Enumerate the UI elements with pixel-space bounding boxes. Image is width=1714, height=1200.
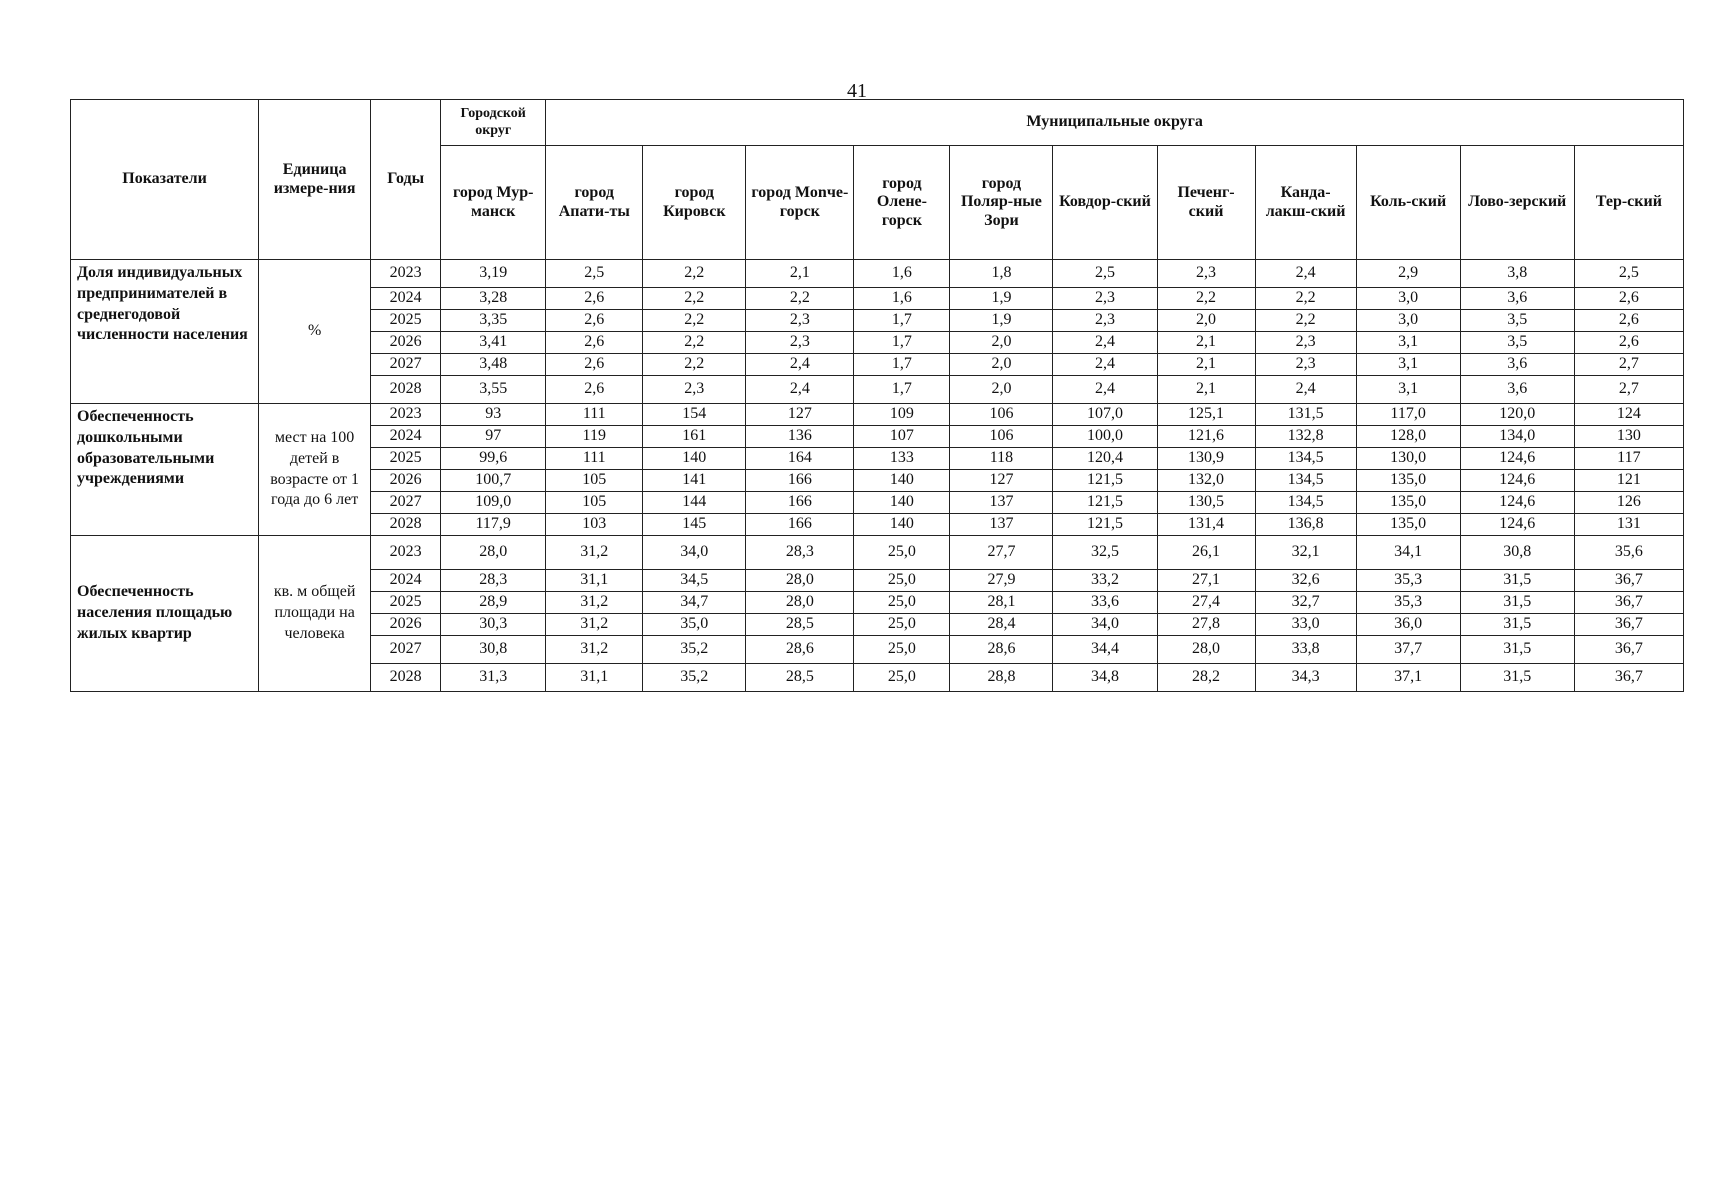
value-cell: 2,2 (1255, 310, 1356, 332)
value-cell: 117,9 (441, 514, 546, 536)
value-cell: 154 (643, 404, 746, 426)
value-cell: 2,5 (546, 260, 643, 288)
value-cell: 2,3 (1157, 260, 1255, 288)
value-cell: 34,8 (1053, 664, 1157, 692)
value-cell: 2,7 (1574, 376, 1683, 404)
value-cell: 3,55 (441, 376, 546, 404)
value-cell: 166 (746, 470, 854, 492)
value-cell: 28,0 (746, 570, 854, 592)
value-cell: 31,5 (1460, 570, 1574, 592)
value-cell: 36,7 (1574, 614, 1683, 636)
value-cell: 34,1 (1356, 536, 1460, 570)
column-header: город Апати-ты (546, 146, 643, 260)
value-cell: 121,6 (1157, 426, 1255, 448)
value-cell: 106 (950, 426, 1053, 448)
value-cell: 1,7 (854, 376, 950, 404)
year-cell: 2027 (371, 636, 441, 664)
value-cell: 33,2 (1053, 570, 1157, 592)
value-cell: 2,4 (1053, 332, 1157, 354)
year-cell: 2028 (371, 514, 441, 536)
value-cell: 26,1 (1157, 536, 1255, 570)
value-cell: 2,5 (1053, 260, 1157, 288)
value-cell: 130,9 (1157, 448, 1255, 470)
value-cell: 2,6 (1574, 332, 1683, 354)
value-cell: 35,0 (643, 614, 746, 636)
value-cell: 106 (950, 404, 1053, 426)
year-cell: 2027 (371, 492, 441, 514)
value-cell: 161 (643, 426, 746, 448)
value-cell: 121 (1574, 470, 1683, 492)
unit-cell: мест на 100 детей в возрасте от 1 года до 6 лет (259, 404, 371, 536)
value-cell: 32,5 (1053, 536, 1157, 570)
table-row (71, 536, 1684, 570)
value-cell: 130,5 (1157, 492, 1255, 514)
value-cell: 121,5 (1053, 470, 1157, 492)
value-cell: 97 (441, 426, 546, 448)
value-cell: 1,9 (950, 310, 1053, 332)
value-cell: 35,6 (1574, 536, 1683, 570)
value-cell: 2,6 (546, 288, 643, 310)
value-cell: 27,4 (1157, 592, 1255, 614)
value-cell: 2,9 (1356, 260, 1460, 288)
value-cell: 3,48 (441, 354, 546, 376)
value-cell: 25,0 (854, 636, 950, 664)
value-cell: 109 (854, 404, 950, 426)
value-cell: 31,5 (1460, 636, 1574, 664)
year-cell: 2023 (371, 536, 441, 570)
value-cell: 2,6 (546, 354, 643, 376)
value-cell: 2,2 (643, 310, 746, 332)
value-cell: 2,2 (746, 288, 854, 310)
value-cell: 36,7 (1574, 570, 1683, 592)
value-cell: 132,0 (1157, 470, 1255, 492)
column-header: город Мур-манск (441, 146, 546, 260)
value-cell: 34,0 (1053, 614, 1157, 636)
value-cell: 28,1 (950, 592, 1053, 614)
value-cell: 164 (746, 448, 854, 470)
value-cell: 134,5 (1255, 492, 1356, 514)
value-cell: 131,5 (1255, 404, 1356, 426)
value-cell: 28,3 (746, 536, 854, 570)
header-indicator: Показатели (71, 100, 259, 260)
value-cell: 2,3 (1255, 354, 1356, 376)
value-cell: 121,5 (1053, 492, 1157, 514)
indicators-table (70, 99, 1684, 692)
year-cell: 2025 (371, 310, 441, 332)
value-cell: 2,3 (1053, 288, 1157, 310)
value-cell: 34,7 (643, 592, 746, 614)
value-cell: 36,7 (1574, 664, 1683, 692)
value-cell: 36,7 (1574, 592, 1683, 614)
value-cell: 27,1 (1157, 570, 1255, 592)
value-cell: 3,5 (1460, 310, 1574, 332)
value-cell: 121,5 (1053, 514, 1157, 536)
value-cell: 2,2 (1157, 288, 1255, 310)
value-cell: 131,4 (1157, 514, 1255, 536)
value-cell: 107 (854, 426, 950, 448)
value-cell: 1,7 (854, 354, 950, 376)
value-cell: 37,7 (1356, 636, 1460, 664)
value-cell: 1,7 (854, 310, 950, 332)
column-header: Лово-зерский (1460, 146, 1574, 260)
column-header: Печенг-ский (1157, 146, 1255, 260)
value-cell: 2,3 (643, 376, 746, 404)
value-cell: 127 (746, 404, 854, 426)
value-cell: 2,0 (950, 332, 1053, 354)
value-cell: 34,5 (643, 570, 746, 592)
value-cell: 140 (854, 492, 950, 514)
value-cell: 136 (746, 426, 854, 448)
value-cell: 2,1 (1157, 376, 1255, 404)
value-cell: 93 (441, 404, 546, 426)
value-cell: 3,5 (1460, 332, 1574, 354)
year-cell: 2025 (371, 448, 441, 470)
year-cell: 2027 (371, 354, 441, 376)
value-cell: 31,5 (1460, 664, 1574, 692)
value-cell: 124 (1574, 404, 1683, 426)
value-cell: 1,6 (854, 288, 950, 310)
value-cell: 127 (950, 470, 1053, 492)
value-cell: 3,1 (1356, 354, 1460, 376)
value-cell: 28,2 (1157, 664, 1255, 692)
value-cell: 32,6 (1255, 570, 1356, 592)
value-cell: 134,5 (1255, 448, 1356, 470)
value-cell: 135,0 (1356, 470, 1460, 492)
year-cell: 2024 (371, 426, 441, 448)
value-cell: 2,1 (1157, 332, 1255, 354)
value-cell: 111 (546, 404, 643, 426)
value-cell: 25,0 (854, 664, 950, 692)
value-cell: 145 (643, 514, 746, 536)
value-cell: 2,2 (643, 354, 746, 376)
column-header: Ковдор-ский (1053, 146, 1157, 260)
indicator-name: Доля индивидуальных предпринимателей в среднегодовой численности населения (71, 260, 259, 404)
value-cell: 140 (854, 470, 950, 492)
value-cell: 25,0 (854, 536, 950, 570)
value-cell: 35,3 (1356, 592, 1460, 614)
value-cell: 2,0 (1157, 310, 1255, 332)
value-cell: 28,8 (950, 664, 1053, 692)
value-cell: 33,6 (1053, 592, 1157, 614)
value-cell: 2,4 (1255, 376, 1356, 404)
value-cell: 100,7 (441, 470, 546, 492)
column-header: Тер-ский (1574, 146, 1683, 260)
value-cell: 30,3 (441, 614, 546, 636)
year-cell: 2026 (371, 332, 441, 354)
value-cell: 28,0 (1157, 636, 1255, 664)
column-header: Канда-лакш-ский (1255, 146, 1356, 260)
value-cell: 32,1 (1255, 536, 1356, 570)
value-cell: 124,6 (1460, 492, 1574, 514)
value-cell: 2,1 (1157, 354, 1255, 376)
value-cell: 103 (546, 514, 643, 536)
value-cell: 2,4 (746, 354, 854, 376)
value-cell: 31,5 (1460, 592, 1574, 614)
column-header: город Поляр-ные Зори (950, 146, 1053, 260)
value-cell: 144 (643, 492, 746, 514)
value-cell: 137 (950, 514, 1053, 536)
value-cell: 25,0 (854, 614, 950, 636)
indicators-table-container (70, 99, 1684, 692)
value-cell: 1,9 (950, 288, 1053, 310)
value-cell: 35,3 (1356, 570, 1460, 592)
value-cell: 2,2 (643, 332, 746, 354)
value-cell: 166 (746, 514, 854, 536)
value-cell: 137 (950, 492, 1053, 514)
value-cell: 34,0 (643, 536, 746, 570)
unit-cell: кв. м общей площади на человека (259, 536, 371, 692)
value-cell: 2,3 (746, 332, 854, 354)
year-cell: 2023 (371, 260, 441, 288)
value-cell: 125,1 (1157, 404, 1255, 426)
value-cell: 109,0 (441, 492, 546, 514)
value-cell: 30,8 (1460, 536, 1574, 570)
value-cell: 2,3 (746, 310, 854, 332)
value-cell: 140 (643, 448, 746, 470)
value-cell: 35,2 (643, 664, 746, 692)
value-cell: 2,4 (1053, 376, 1157, 404)
value-cell: 35,2 (643, 636, 746, 664)
value-cell: 99,6 (441, 448, 546, 470)
value-cell: 105 (546, 492, 643, 514)
value-cell: 120,4 (1053, 448, 1157, 470)
value-cell: 31,2 (546, 636, 643, 664)
value-cell: 28,0 (746, 592, 854, 614)
header-city-district-group: Городской округ (441, 100, 546, 146)
value-cell: 2,5 (1574, 260, 1683, 288)
year-cell: 2028 (371, 664, 441, 692)
value-cell: 2,2 (1255, 288, 1356, 310)
indicator-name: Обеспеченность населения площадью жилых квартир (71, 536, 259, 692)
value-cell: 2,3 (1053, 310, 1157, 332)
value-cell: 1,7 (854, 332, 950, 354)
value-cell: 33,0 (1255, 614, 1356, 636)
value-cell: 25,0 (854, 592, 950, 614)
value-cell: 31,1 (546, 570, 643, 592)
value-cell: 132,8 (1255, 426, 1356, 448)
value-cell: 3,6 (1460, 376, 1574, 404)
value-cell: 3,6 (1460, 354, 1574, 376)
year-cell: 2028 (371, 376, 441, 404)
value-cell: 2,0 (950, 354, 1053, 376)
value-cell: 166 (746, 492, 854, 514)
value-cell: 2,4 (1255, 260, 1356, 288)
table-body (71, 260, 1684, 692)
value-cell: 119 (546, 426, 643, 448)
value-cell: 3,19 (441, 260, 546, 288)
value-cell: 28,4 (950, 614, 1053, 636)
value-cell: 3,8 (1460, 260, 1574, 288)
value-cell: 2,6 (1574, 310, 1683, 332)
value-cell: 135,0 (1356, 514, 1460, 536)
value-cell: 30,8 (441, 636, 546, 664)
year-cell: 2026 (371, 614, 441, 636)
value-cell: 1,8 (950, 260, 1053, 288)
indicator-name: Обеспеченность дошкольными образовательными учреждениями (71, 404, 259, 536)
column-header: Коль-ский (1356, 146, 1460, 260)
value-cell: 130 (1574, 426, 1683, 448)
header-unit: Единица измере-ния (259, 100, 371, 260)
value-cell: 135,0 (1356, 492, 1460, 514)
value-cell: 28,6 (950, 636, 1053, 664)
value-cell: 2,2 (643, 288, 746, 310)
value-cell: 31,3 (441, 664, 546, 692)
column-header: город Monче-горск (746, 146, 854, 260)
value-cell: 27,7 (950, 536, 1053, 570)
value-cell: 27,8 (1157, 614, 1255, 636)
value-cell: 3,35 (441, 310, 546, 332)
value-cell: 31,2 (546, 614, 643, 636)
value-cell: 27,9 (950, 570, 1053, 592)
year-cell: 2024 (371, 288, 441, 310)
value-cell: 28,9 (441, 592, 546, 614)
value-cell: 3,28 (441, 288, 546, 310)
year-cell: 2026 (371, 470, 441, 492)
value-cell: 36,7 (1574, 636, 1683, 664)
value-cell: 133 (854, 448, 950, 470)
value-cell: 28,0 (441, 536, 546, 570)
value-cell: 117,0 (1356, 404, 1460, 426)
page-number: 41 (847, 80, 867, 102)
value-cell: 3,41 (441, 332, 546, 354)
value-cell: 136,8 (1255, 514, 1356, 536)
value-cell: 140 (854, 514, 950, 536)
year-cell: 2025 (371, 592, 441, 614)
value-cell: 31,2 (546, 536, 643, 570)
value-cell: 131 (1574, 514, 1683, 536)
header-years: Годы (371, 100, 441, 260)
column-header: город Олене-горск (854, 146, 950, 260)
value-cell: 1,6 (854, 260, 950, 288)
value-cell: 25,0 (854, 570, 950, 592)
value-cell: 111 (546, 448, 643, 470)
value-cell: 33,8 (1255, 636, 1356, 664)
value-cell: 32,7 (1255, 592, 1356, 614)
value-cell: 31,5 (1460, 614, 1574, 636)
value-cell: 124,6 (1460, 448, 1574, 470)
value-cell: 2,4 (746, 376, 854, 404)
value-cell: 36,0 (1356, 614, 1460, 636)
value-cell: 2,6 (546, 376, 643, 404)
value-cell: 134,0 (1460, 426, 1574, 448)
year-cell: 2024 (371, 570, 441, 592)
value-cell: 118 (950, 448, 1053, 470)
value-cell: 141 (643, 470, 746, 492)
value-cell: 3,1 (1356, 332, 1460, 354)
value-cell: 100,0 (1053, 426, 1157, 448)
value-cell: 2,6 (546, 332, 643, 354)
value-cell: 3,0 (1356, 288, 1460, 310)
value-cell: 2,2 (643, 260, 746, 288)
value-cell: 2,7 (1574, 354, 1683, 376)
value-cell: 28,5 (746, 664, 854, 692)
value-cell: 120,0 (1460, 404, 1574, 426)
value-cell: 2,6 (1574, 288, 1683, 310)
value-cell: 2,0 (950, 376, 1053, 404)
year-cell: 2023 (371, 404, 441, 426)
value-cell: 3,6 (1460, 288, 1574, 310)
column-header: город Кировск (643, 146, 746, 260)
value-cell: 105 (546, 470, 643, 492)
value-cell: 107,0 (1053, 404, 1157, 426)
value-cell: 2,3 (1255, 332, 1356, 354)
value-cell: 117 (1574, 448, 1683, 470)
value-cell: 3,0 (1356, 310, 1460, 332)
value-cell: 34,3 (1255, 664, 1356, 692)
value-cell: 134,5 (1255, 470, 1356, 492)
value-cell: 3,1 (1356, 376, 1460, 404)
table-row (71, 404, 1684, 426)
value-cell: 31,1 (546, 664, 643, 692)
value-cell: 124,6 (1460, 514, 1574, 536)
value-cell: 130,0 (1356, 448, 1460, 470)
value-cell: 34,4 (1053, 636, 1157, 664)
value-cell: 37,1 (1356, 664, 1460, 692)
value-cell: 2,1 (746, 260, 854, 288)
value-cell: 126 (1574, 492, 1683, 514)
value-cell: 31,2 (546, 592, 643, 614)
table-row (71, 260, 1684, 288)
value-cell: 2,4 (1053, 354, 1157, 376)
value-cell: 28,5 (746, 614, 854, 636)
value-cell: 128,0 (1356, 426, 1460, 448)
value-cell: 2,6 (546, 310, 643, 332)
value-cell: 124,6 (1460, 470, 1574, 492)
header-municipal-group: Муниципальные округа (546, 100, 1684, 146)
unit-cell: % (259, 260, 371, 404)
value-cell: 28,3 (441, 570, 546, 592)
value-cell: 28,6 (746, 636, 854, 664)
